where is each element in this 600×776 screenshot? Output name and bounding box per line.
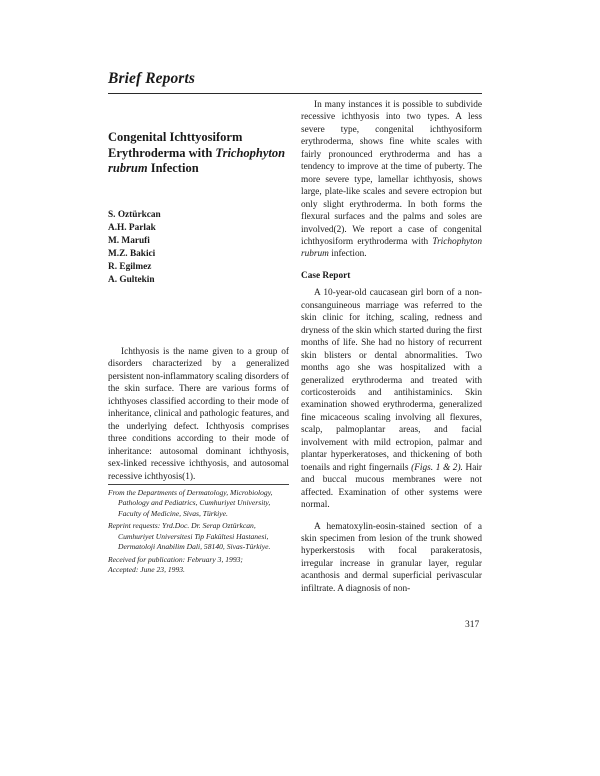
section-label: Brief Reports (108, 70, 195, 87)
accepted-note: Accepted: June 23, 1993. (108, 565, 185, 575)
footnote-rule (108, 484, 289, 485)
affiliation-note: From the Departments of Dermatology, Microbiology, Pathology and Pediatrics, Cumhuriyet University, Faculty of Medicine, Sivas, Türkiye. (108, 488, 273, 518)
author: A.H. Parlak (108, 222, 156, 233)
author: M.Z. Bakici (108, 248, 156, 259)
histology-paragraph: A hematoxylin-eosin-stained section of a skin specimen from lesion of the trunk showed hyperkerstosis with focal parakeratosis, irregular increase in granular layer, regular acanthosis and dermal superficial perivascular infiltrate. A diagnosis of non- (301, 521, 482, 594)
title-text-1: Congenital Ichttyosiform Erythroderma with (108, 130, 243, 160)
author: S. Oztürkcan (108, 210, 161, 220)
case-paragraph (301, 287, 482, 511)
article-title (108, 130, 288, 177)
page-number: 317 (465, 620, 480, 630)
para1-text: In many instances it is possible to subdivide recessive ichthyosis into two types. A less severe type, congenital ichthyosiform erythroderma, shows fine white scales with fairly pronounced erythroderma and has a tendency to improve at the time of puberty. The more severe type, lamellar ichthyosis, shows large, plate-like scales and severe ectropion but only slight erythroderma. In both forms the flexural surfaces and the palms and soles are involved(2). We report a case of congenital ichthyosiform erythroderma with (301, 100, 482, 247)
intro-paragraph: Ichthyosis is the name given to a group of disorders characterized by a generalized persistent non-inflammatory scaling disorders of the skin surface. There are various forms of ichthyoses classified according to their mode of inheritance, clinical and pathologic features, and the underlying defect. Ichthyosis comprises three conditions according to their mode of inheritance: autosomal dominant ichthyosis, sex-linked recessive ichthyosis, and autosomal recessive ichthyosis(1). (108, 347, 289, 482)
title-organism: Trichophyton rubrum (108, 145, 286, 175)
author: A. Gultekin (108, 274, 155, 285)
author: R. Egilmez (108, 261, 152, 272)
author-list (108, 209, 161, 286)
case-report-heading: Case Report (301, 270, 351, 281)
case-text-end: Hair and buccal mucous membranes were not affected. Examination of other systems were normal. (301, 462, 483, 511)
intro-paragraph-2 (301, 99, 482, 261)
para1-end: infection. (328, 249, 367, 260)
paragraph-gap (301, 512, 482, 521)
footnotes (108, 488, 289, 578)
received-note: Received for publication: February 3, 1993; (108, 554, 243, 564)
para1-organism: Trichophyton rubrum (301, 236, 482, 260)
left-column-body (108, 346, 289, 483)
title-text-2: Infection (147, 161, 199, 175)
figure-reference: (Figs. 1 & 2). (411, 462, 463, 473)
author: M. Marufi (108, 235, 150, 246)
reprint-note: Reprint requests: Yrd.Doc. Dr. Serap Oztürkcan, Cumhuriyet Universitesi Tip Fakültesi Hastanesi, Dermatoloji Anabilim Dali, 58140, Sivas-Türkiye. (108, 521, 271, 551)
case-text: A 10-year-old caucasean girl born of a non-consanguineous marriage was referred to the skin clinic for itching, scaling, redness and dryness of the skin which started during the first months of life. She had no history of recurrent skin blisters or dental abnormalities. Two months ago she was hospitalized with a generalized erythroderma and treated with corticosteroids and antihistaminics. Skin examination showed erythroderma, generalized fine micaceous scaling involving all flexures, scalp, palmoplantar areas, and facial involvement with mild ectropion, palmar and plantar hyperkeratoses, and thickening of both toenails and right fingernails (301, 288, 482, 473)
header-rule (108, 93, 482, 94)
right-column-body (301, 99, 482, 595)
